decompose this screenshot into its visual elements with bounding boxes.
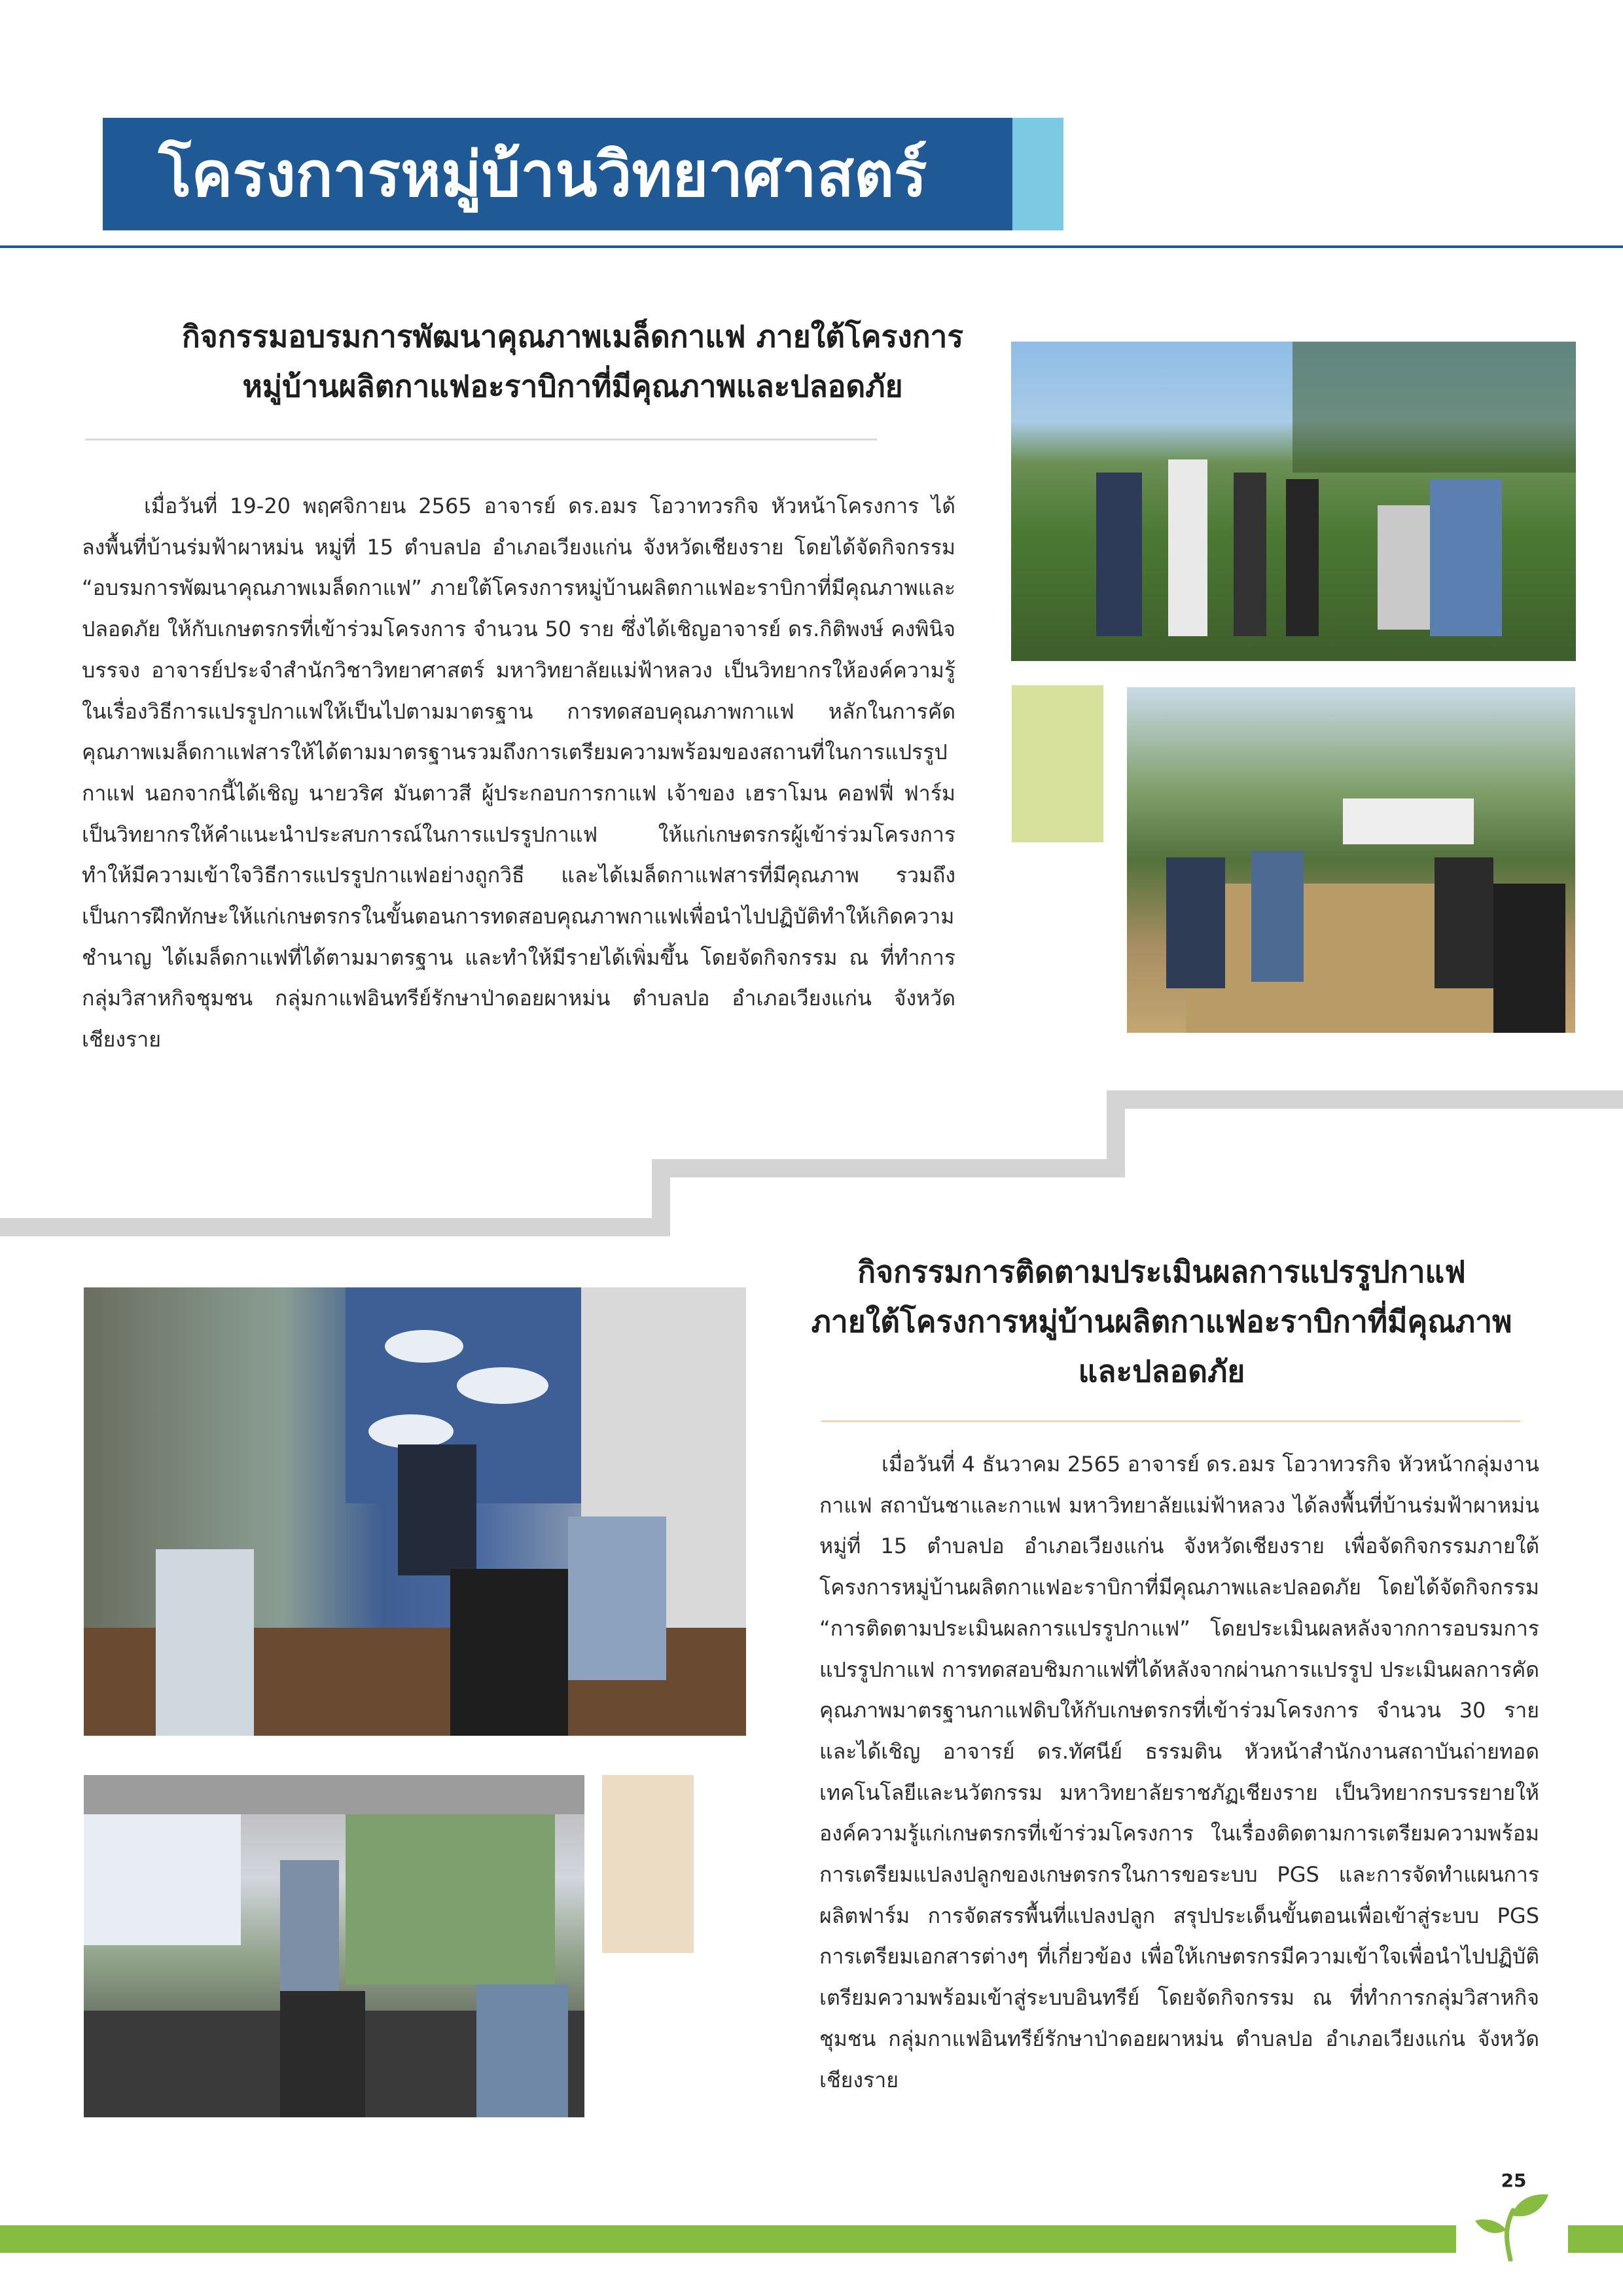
- section2-paragraph: เมื่อวันที่ 4 ธันวาคม 2565 อาจารย์ ดร.อมร โอวาทวรกิจ หัวหน้ากลุ่มงานกาแฟ สถาบันชาและกาแฟ มหาวิทยาลัยแม่ฟ้าหลวง ได้ลงพื้นที่บ้านร่มฟ้าผาหม่น หมู่ที่ 15 ตำบลปอ อำเภอเวียงแก่น จังหวัดเชียงราย เพื่อจัดกิจกรรมภายใต้ โครงการหมู่บ้านผลิตกาแฟอะราบิกาที่มีคุณภาพและปลอดภัย โดยได้จัดกิจกรรม “การติดตามประเมินผลการแปรรูปกาแฟ” โดยประเมินผลหลังจากการอบรมการแปรรูปกาแฟ การทดสอบชิมกาแฟที่ได้หลังจากผ่านการแปรรูป ประเมินผลการคัดคุณภาพมาตรฐานกาแฟดิบให้กับเกษตรกรที่เข้าร่วมโครงการ จำนวน 30 ราย และได้เชิญ อาจารย์ ดร.ทัศนีย์ ธรรมติน หัวหน้าสำนักงานสถาบันถ่ายทอดเทคโนโลยีและนวัตกรรม มหาวิทยาลัยราชภัฏเชียงราย เป็นวิทยากรบรรยายให้องค์ความรู้แก่เกษตรกรที่เข้าร่วมโครงการ ในเรื่องติดตามการเตรียมความพร้อม การเตรียมแปลงปลูกของเกษตรกรในการขอระบบ PGS และการจัดทำแผนการผลิตฟาร์ม การจัดสรรพื้นที่แปลงปลูก สรุปประเด็นขั้นตอนเพื่อเข้าสู่ระบบ PGS การเตรียมเอกสารต่างๆ ที่เกี่ยวข้อง เพื่อให้เกษตรกรมีความเข้าใจเพื่อนำไปปฏิบัติ เตรียมความพร้อมเข้าสู่ระบบอินทรีย์ โดยจัดกิจกรรม ณ ที่ทำการกลุ่มวิสาหกิจชุมชน กลุ่มกาแฟอินทรีย์รักษาป่าดอยผาหม่น ตำบลปอ อำเภอเวียงแก่น จังหวัดเชียงราย: [819, 1452, 1539, 2092]
- footer-green-bar-right: [1568, 2225, 1623, 2253]
- section2-heading-line3: และปลอดภัย: [1078, 1354, 1245, 1389]
- photo-coffee-bean-sorting: [1127, 687, 1575, 1033]
- header-divider-line: [0, 245, 1623, 248]
- footer-green-bar-left: [0, 2225, 1456, 2253]
- section1-heading-line2: หมู่บ้านผลิตกาแฟอะราบิกาที่มีคุณภาพและปลอดภัย: [242, 368, 903, 404]
- staircase-divider: [0, 1086, 1623, 1257]
- section2-heading-line2: ภายใต้โครงการหมู่บ้านผลิตกาแฟอะราบิกาที่มีคุณภาพ: [811, 1304, 1512, 1339]
- section2-heading-underline: [821, 1420, 1520, 1422]
- header-accent-block: [1012, 118, 1063, 230]
- section1-heading-line1: กิจกรรมอบรมการพัฒนาคุณภาพเมล็ดกาแฟ ภายใต้โครงการ: [181, 319, 964, 354]
- section1-heading: [92, 312, 1054, 411]
- photo-illustration: [84, 1287, 746, 1736]
- section1-paragraph: เมื่อวันที่ 19-20 พฤศจิกายน 2565 อาจารย์ ดร.อมร โอวาทวรกิจ หัวหน้าโครงการ ได้ลงพื้นที่บ้านร่มฟ้าผาหม่น หมู่ที่ 15 ตำบลปอ อำเภอเวียงแก่น จังหวัดเชียงราย โดยได้จัดกิจกรรม “อบรมการพัฒนาคุณภาพเมล็ดกาแฟ” ภายใต้โครงการหมู่บ้านผลิตกาแฟอะราบิกาที่มีคุณภาพและปลอดภัย ให้กับเกษตรกรที่เข้าร่วมโครงการ จำนวน 50 ราย ซึ่งได้เชิญอาจารย์ ดร.กิติพงษ์ คงพินิจบรรจง อาจารย์ประจำสำนักวิชาวิทยาศาสตร์ มหาวิทยาลัยแม่ฟ้าหลวง เป็นวิทยากรให้องค์ความรู้ในเรื่องวิธีการแปรรูปกาแฟให้เป็นไปตามมาตรฐาน การทดสอบคุณภาพกาแฟ หลักในการคัดคุณภาพเมล็ดกาแฟสารให้ได้ตามมาตรฐานรวมถึงการเตรียมความพร้อมของสถานที่ในการแปรรูปกาแฟ นอกจากนี้ได้เชิญ นายวริศ มันตาวสี ผู้ประกอบการกาแฟ เจ้าของ เฮราโมน คอฟฟี่ ฟาร์ม เป็นวิทยากรให้คำแนะนำประสบการณ์ในการแปรรูปกาแฟ ให้แก่เกษตรกรผู้เข้าร่วมโครงการ ทำให้มีความเข้าใจวิธีการแปรรูปกาแฟอย่างถูกวิธี และได้เมล็ดกาแฟสารที่มีคุณภาพ รวมถึงเป็นการฝึกทักษะให้แก่เกษตรกรในขั้นตอนการทดสอบคุณภาพกาแฟเพื่อนำไปปฏิบัติทำให้เกิดความชำนาญ ได้เมล็ดกาแฟที่ได้ตามมาตรฐาน และทำให้มีรายได้เพิ่มขึ้น โดยจัดกิจกรรม ณ ที่ทำการกลุ่มวิสาหกิจชุมชน กลุ่มกาแฟอินทรีย์รักษาป่าดอยผาหม่น ตำบลปอ อำเภอเวียงแก่น จังหวัดเชียงราย: [82, 493, 955, 1052]
- section2-heading-line1: กิจกรรมการติดตามประเมินผลการแปรรูปกาแฟ: [857, 1254, 1466, 1289]
- page-number: 25: [1501, 2170, 1527, 2191]
- decorative-green-square: [1012, 685, 1103, 842]
- photo-illustration: [1127, 687, 1575, 1033]
- photo-training-outdoor-machine: [1011, 342, 1576, 661]
- section1-heading-underline: [85, 439, 877, 440]
- photo-meeting-mural-room: [84, 1287, 746, 1736]
- section2-heading: [785, 1247, 1538, 1396]
- decorative-beige-square: [602, 1775, 694, 1953]
- leaf-sprout-icon: [1472, 2189, 1551, 2261]
- page-title: โครงการหมู่บ้านวิทยาศาสตร์: [158, 139, 927, 211]
- photo-illustration: [84, 1775, 584, 2117]
- photo-illustration: [1011, 342, 1576, 661]
- photo-lecture-presentation: [84, 1775, 584, 2117]
